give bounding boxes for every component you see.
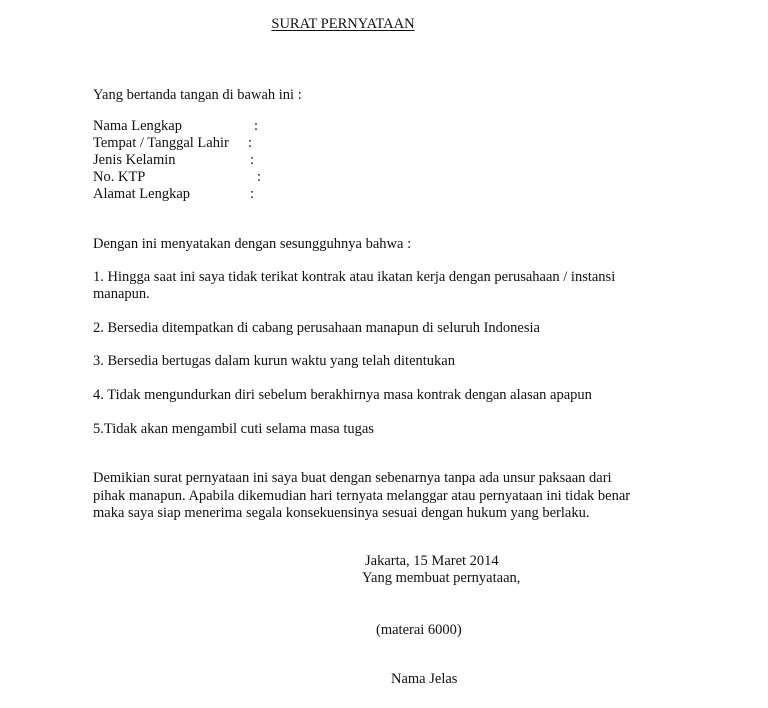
signature-name: Nama Jelas [391, 671, 458, 687]
statement-point-5: 5.Tidak akan mengambil cuti selama masa tugas [93, 421, 374, 437]
closing-paragraph-line-3: maka saya siap menerima segala konsekuensinya sesuai dengan hukum yang berlaku. [93, 505, 590, 521]
field-colon: : [250, 152, 255, 168]
closing-paragraph-line-2: pihak manapun. Apabila dikemudian hari ternyata melanggar atau pernyataan ini tidak benar [93, 488, 631, 504]
field-label: Jenis Kelamin [93, 152, 176, 168]
field-label: Nama Lengkap [93, 118, 182, 134]
field-label: No. KTP [93, 169, 146, 185]
materai-placeholder: (materai 6000) [376, 622, 462, 638]
statement-point-1-line-2: manapun. [93, 286, 150, 302]
place-date: Jakarta, 15 Maret 2014 [365, 553, 499, 569]
field-colon: : [248, 135, 253, 151]
maker-label: Yang membuat pernyataan, [362, 570, 521, 586]
field-colon: : [254, 118, 259, 134]
statement-intro: Dengan ini menyatakan dengan sesungguhnya bahwa : [93, 236, 412, 252]
statement-point-4: 4. Tidak mengundurkan diri sebelum berakhirnya masa kontrak dengan alasan apapun [93, 387, 592, 403]
statement-point-1-line-1: 1. Hingga saat ini saya tidak terikat kontrak atau ikatan kerja dengan perusahaan / instansi [93, 269, 616, 285]
field-label: Alamat Lengkap [93, 186, 191, 202]
document-title: SURAT PERNYATAAN [271, 16, 415, 32]
field-label: Tempat / Tanggal Lahir [93, 135, 229, 151]
statement-point-3: 3. Bersedia bertugas dalam kurun waktu yang telah ditentukan [93, 353, 455, 369]
field-colon: : [257, 169, 262, 185]
closing-paragraph-line-1: Demikian surat pernyataan ini saya buat dengan sebenarnya tanpa ada unsur paksaan dari [93, 470, 612, 486]
field-colon: : [250, 186, 255, 202]
intro-text: Yang bertanda tangan di bawah ini : [93, 87, 302, 103]
statement-point-2: 2. Bersedia ditempatkan di cabang perusahaan manapun di seluruh Indonesia [93, 320, 540, 336]
